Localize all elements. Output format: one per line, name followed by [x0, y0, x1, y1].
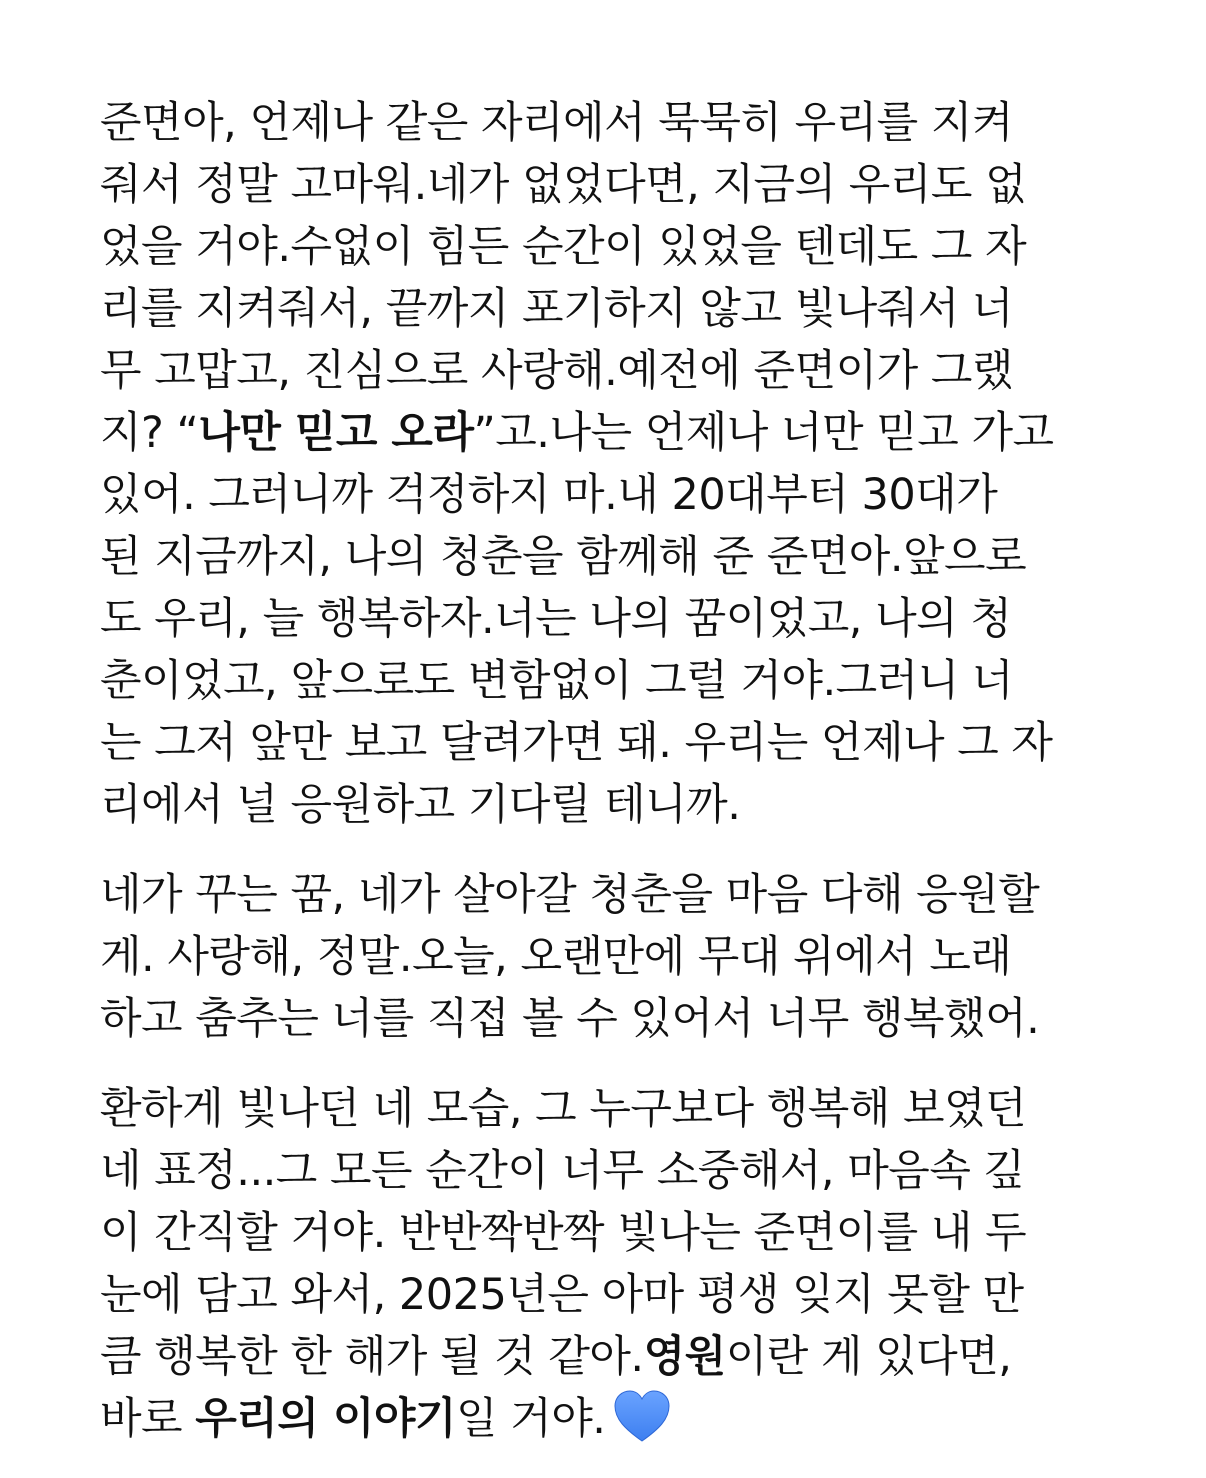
text-line [100, 864, 1120, 926]
text-segment: 는 그저 앞만 보고 달려가면 돼. 우리는 언제나 그 자 [100, 718, 1053, 768]
text-segment: 네 표정...그 모든 순간이 너무 소중해서, 마음속 깊 [100, 1146, 1025, 1196]
text-line [100, 340, 1120, 402]
text-segment: 네가 꾸는 꿈, 네가 살아갈 청춘을 마음 다해 응원할 [100, 870, 1040, 920]
text-segment: 줘서 정말 고마워.네가 없었다면, 지금의 우리도 없 [100, 160, 1027, 210]
text-segment: 이란 게 있다면, [725, 1332, 1012, 1382]
text-segment: 무 고맙고, 진심으로 사랑해.예전에 준면이가 그랬 [100, 346, 1013, 396]
text-line [100, 464, 1120, 526]
text-segment: 바로 [100, 1394, 196, 1444]
text-segment: 일 거야. [455, 1394, 606, 1444]
note-text [100, 92, 1120, 1478]
text-line [100, 774, 1120, 836]
bold-text: 나만 믿고 오라 [198, 408, 474, 458]
text-segment: 준면아, 언제나 같은 자리에서 묵묵히 우리를 지켜 [100, 98, 1013, 148]
paragraph [100, 864, 1120, 1050]
text-segment: 지? “ [100, 408, 199, 458]
text-segment: 하고 춤추는 너를 직접 볼 수 있어서 너무 행복했어. [100, 994, 1040, 1044]
text-line [100, 712, 1120, 774]
text-line [100, 92, 1120, 154]
text-line [100, 154, 1120, 216]
text-line [100, 526, 1120, 588]
text-segment: 있어. 그러니까 걱정하지 마.내 20대부터 30대가 [100, 470, 998, 520]
text-line [100, 1202, 1120, 1264]
blue-heart-icon [613, 1389, 671, 1443]
text-line [100, 216, 1120, 278]
text-line [100, 1140, 1120, 1202]
paragraph [100, 92, 1120, 836]
text-line [100, 1388, 1120, 1450]
text-segment: 큼 행복한 한 해가 될 것 같아. [100, 1332, 644, 1382]
text-line [100, 1078, 1120, 1140]
text-line [100, 988, 1120, 1050]
text-segment: 도 우리, 늘 행복하자.너는 나의 꿈이었고, 나의 청 [100, 594, 1012, 644]
text-segment: 이 간직할 거야. 반반짝반짝 빛나는 준면이를 내 두 [100, 1208, 1027, 1258]
text-line [100, 1326, 1120, 1388]
text-line [100, 926, 1120, 988]
text-line [100, 402, 1120, 464]
text-segment: 게. 사랑해, 정말.오늘, 오랜만에 무대 위에서 노래 [100, 932, 1012, 982]
bold-text: 영원 [643, 1332, 726, 1382]
text-line [100, 650, 1120, 712]
text-line [100, 1264, 1120, 1326]
text-segment: 된 지금까지, 나의 청춘을 함께해 준 준면아.앞으로 [100, 532, 1027, 582]
text-segment: 리를 지켜줘서, 끝까지 포기하지 않고 빛나줘서 너 [100, 284, 1013, 334]
text-segment: 춘이었고, 앞으로도 변함없이 그럴 거야.그러니 너 [100, 656, 1013, 706]
text-segment: 환하게 빛나던 네 모습, 그 누구보다 행복해 보였던 [100, 1084, 1027, 1134]
text-segment: 었을 거야.수없이 힘든 순간이 있었을 텐데도 그 자 [100, 222, 1027, 272]
text-segment: 리에서 널 응원하고 기다릴 테니까. [100, 780, 741, 830]
bold-text: 우리의 이야기 [195, 1394, 456, 1444]
text-segment: 눈에 담고 와서, 2025년은 아마 평생 잊지 못할 만 [100, 1270, 1024, 1320]
text-line [100, 588, 1120, 650]
paragraph [100, 1078, 1120, 1450]
text-segment: ”고.나는 언제나 너만 믿고 가고 [473, 408, 1054, 458]
text-line [100, 278, 1120, 340]
